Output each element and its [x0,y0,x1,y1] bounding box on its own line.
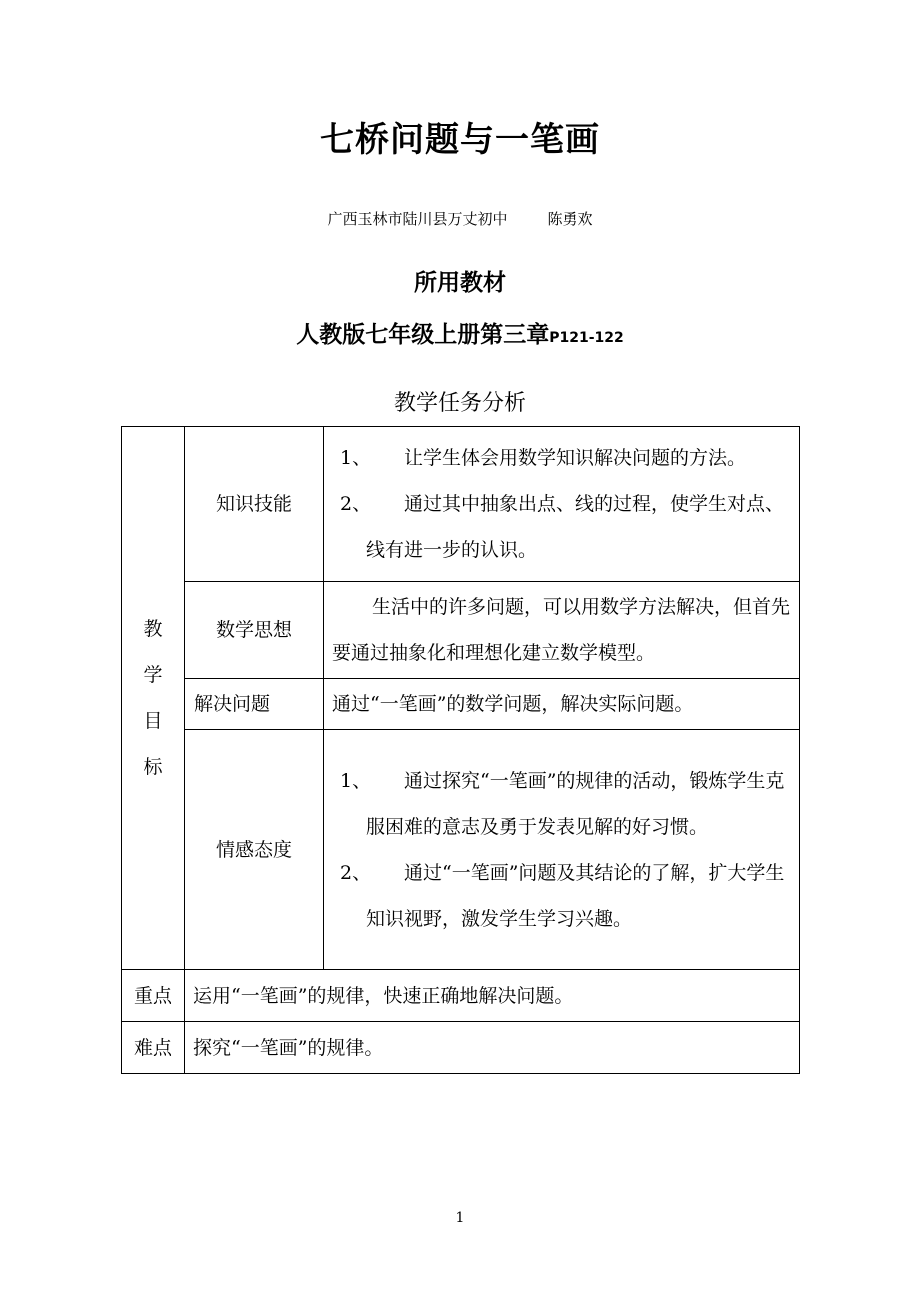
category-char: 标 [143,756,163,778]
teaching-goals-table [121,426,800,1074]
row-attitude [122,730,800,970]
list-item: 2、 通过其中抽象出点、线的过程，使学生对点、线有进一步的认识。 [340,493,785,561]
row-knowledge [122,427,800,582]
label-knowledge: 知识技能 [185,427,324,582]
label-difficult-point: 难点 [122,1022,185,1074]
content-key-point: 运用“一笔画”的规律，快速正确地解决问题。 [185,970,800,1022]
author-school: 广西玉林市陆川县万丈初中 [327,210,508,228]
content-problem: 通过“一笔画”的数学问题，解决实际问题。 [324,679,800,730]
row-problem [122,679,800,730]
list-item: 1、 通过探究“一笔画”的规律的活动，锻炼学生克服困难的意志及勇于发表见解的好习惯。 [340,769,785,838]
category-char: 学 [143,664,163,686]
material-heading: 所用教材 [414,270,506,296]
category-cell [122,427,185,970]
label-key-point: 重点 [122,970,185,1022]
category-label [143,606,162,790]
row-key-point [122,970,800,1022]
label-thinking: 数学思想 [185,582,324,679]
content-knowledge [324,427,800,582]
row-difficult-point [122,1022,800,1074]
textbook-name: 人教版七年级上册第三章 [296,322,550,348]
author-line [0,208,920,229]
label-problem: 解决问题 [185,679,324,730]
content-attitude [324,730,800,970]
list-item: 2、 通过“一笔画”问题及其结论的了解，扩大学生知识视野，激发学生学习兴趣。 [340,861,785,930]
textbook-heading [0,316,920,349]
label-attitude: 情感态度 [185,730,324,970]
author-name: 陈勇欢 [547,210,593,228]
page-number: 1 [455,1210,465,1226]
analysis-heading: 教学任务分析 [393,391,526,416]
content-thinking: 生活中的许多问题，可以用数学方法解决，但首先要通过抽象化和理想化建立数学模型。 [324,582,800,679]
category-char: 目 [143,710,163,732]
category-char: 教 [143,618,163,640]
textbook-pages: P121-122 [549,330,624,346]
document-title: 七桥问题与一笔画 [320,120,600,160]
content-difficult-point: 探究“一笔画”的规律。 [185,1022,800,1074]
row-thinking [122,582,800,679]
list-item: 1、 让学生体会用数学知识解决问题的方法。 [340,447,747,469]
